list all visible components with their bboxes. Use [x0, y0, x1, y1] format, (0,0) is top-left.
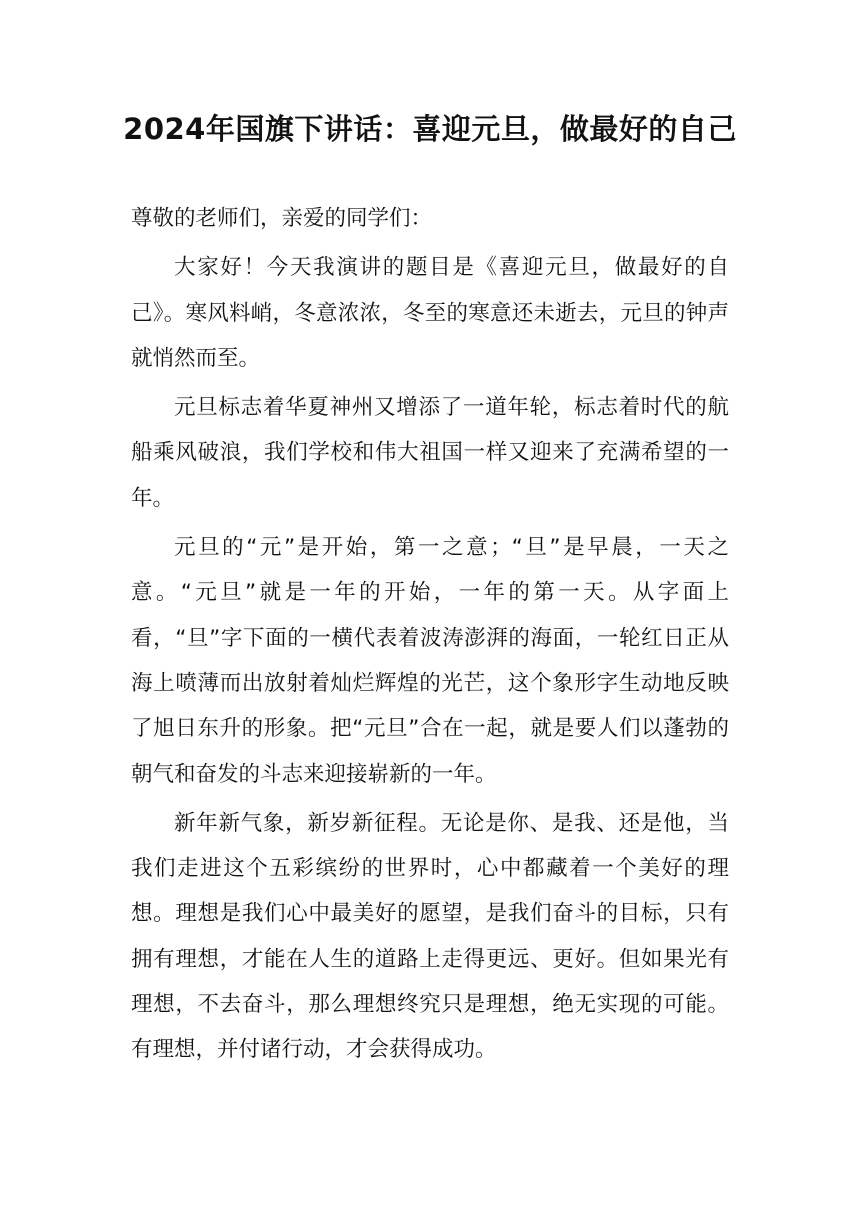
paragraph-ideals: 新年新气象，新岁新征程。无论是你、是我、还是他，当我们走进这个五彩缤纷的世界时，心中都藏着一个美好的理想。理想是我们心中最美好的愿望，是我们奋斗的目标，只有拥有理想，才能在人生的道路上走得更远、更好。但如果光有理想，不去奋斗，那么理想终究只是理想，绝无实现的可能。有理想，并付诸行动，才会获得成功。 — [131, 810, 729, 1063]
paragraph-greeting: 大家好！今天我演讲的题目是《喜迎元旦，做最好的自己》。寒风料峭，冬意浓浓，冬至的寒意还未逝去，元旦的钟声就悄然而至。 — [131, 255, 729, 371]
paragraph-new-year-meaning: 元旦标志着华夏神州又增添了一道年轮，标志着时代的航船乘风破浪，我们学校和伟大祖国一样又迎来了充满希望的一年。 — [131, 395, 729, 511]
paragraph-character-explanation: 元旦的“元”是开始，第一之意；“旦”是早晨，一天之意。“元旦”就是一年的开始，一年的第一天。从字面上看，“旦”字下面的一横代表着波涛澎湃的海面，一轮红日正从海上喷薄而出放射着灿烂辉煌的光芒，这个象形字生动地反映了旭日东升的形象。把“元旦”合在一起，就是要人们以蓬勃的朝气和奋发的斗志来迎接崭新的一年。 — [131, 535, 729, 787]
document-title: 2024年国旗下讲话：喜迎元旦，做最好的自己 — [123, 112, 737, 146]
document-body — [131, 196, 729, 1073]
salutation: 尊敬的老师们，亲爱的同学们： — [131, 206, 433, 231]
